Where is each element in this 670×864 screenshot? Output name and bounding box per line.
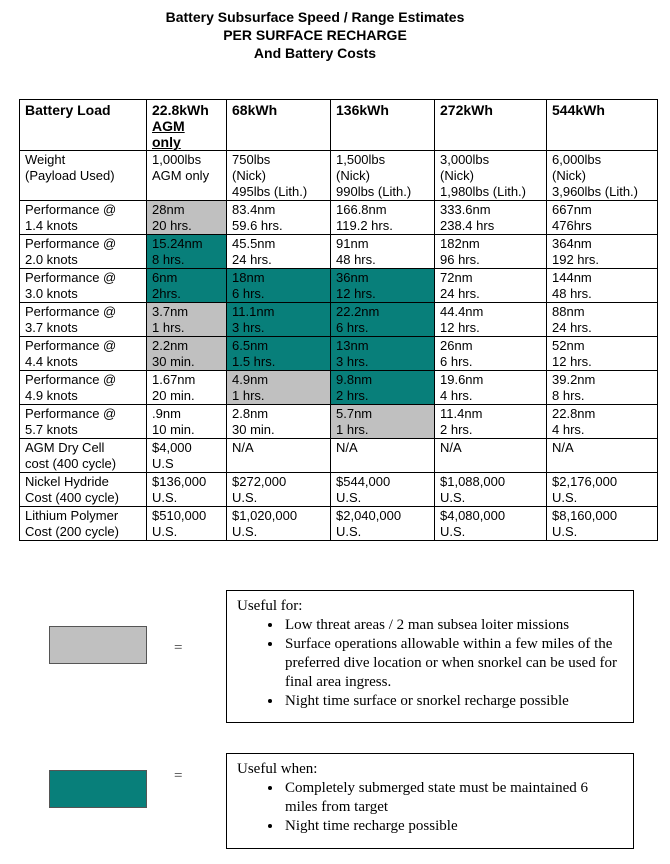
cell-line: (Nick) — [232, 168, 266, 183]
cell-line: U.S. — [440, 524, 466, 539]
row-label-line: Performance @ — [25, 372, 117, 387]
cell-line: 15.24nm — [152, 236, 203, 251]
cell-line: 59.6 hrs. — [232, 218, 283, 233]
table-cell — [147, 371, 227, 405]
list-item: • Surface operations allowable within a few miles of the preferred dive location or when snorkel can be used for final area ingress. — [283, 635, 621, 692]
cell-line: 88nm — [552, 304, 585, 319]
cell-line: (Nick) — [336, 168, 370, 183]
cell-line: N/A — [552, 440, 574, 455]
cell-line: 45.5nm — [232, 236, 276, 251]
table-cell — [435, 337, 547, 371]
row-label-line: 3.7 knots — [25, 320, 78, 335]
cell-line: 9.8nm — [336, 372, 373, 387]
cell-line: U.S. — [336, 524, 362, 539]
row-label-line: 3.0 knots — [25, 286, 78, 301]
cell-line: 1,500lbs — [336, 152, 386, 167]
table-row — [20, 303, 658, 337]
row-label-line: Nickel Hydride — [25, 474, 109, 489]
cell-line: 1,000lbs — [152, 152, 202, 167]
cell-line: 238.4 hrs — [440, 218, 495, 233]
header-136kwh: 136kWh — [331, 100, 435, 151]
battery-estimates-table — [19, 99, 658, 541]
list-item: • Completely submerged state must be maintained 6 miles from target — [283, 779, 621, 817]
legend-teal-bullets — [237, 779, 621, 836]
cell-line: 13nm — [336, 338, 369, 353]
row-label-line: Performance @ — [25, 202, 117, 217]
table-cell — [147, 235, 227, 269]
table-cell — [547, 303, 658, 337]
cell-line: $4,000 — [152, 440, 192, 455]
cell-line: 6 hrs. — [440, 354, 473, 369]
cell-line: 166.8nm — [336, 202, 387, 217]
row-label — [20, 439, 147, 473]
cell-line: 4 hrs. — [440, 388, 473, 403]
cell-line: (Nick) — [440, 168, 474, 183]
table-row — [20, 151, 658, 201]
table-cell — [547, 371, 658, 405]
cell-line: 10 min. — [152, 422, 195, 437]
cell-line: 333.6nm — [440, 202, 491, 217]
cell-line: 12 hrs. — [336, 286, 376, 301]
list-item: • Night time surface or snorkel recharge possible — [283, 692, 621, 711]
cell-line: U.S. — [232, 490, 258, 505]
table-row — [20, 473, 658, 507]
table-cell — [147, 303, 227, 337]
table-cell — [227, 303, 331, 337]
cell-line: U.S. — [152, 490, 178, 505]
legend-gray-equals: = — [174, 640, 183, 656]
table-cell — [547, 337, 658, 371]
cell-line: AGM only — [152, 168, 210, 183]
legend-gray-bullets — [237, 616, 621, 711]
cell-line: 1.5 hrs. — [232, 354, 276, 369]
cell-line: 1,980lbs (Lith.) — [440, 184, 526, 199]
row-label-line: 1.4 knots — [25, 218, 78, 233]
cell-line: 48 hrs. — [336, 252, 376, 267]
table-row — [20, 235, 658, 269]
cell-line: 11.4nm — [440, 406, 483, 421]
table-cell — [227, 235, 331, 269]
row-label — [20, 269, 147, 303]
cell-line: (Nick) — [552, 168, 586, 183]
cell-line: 24 hrs. — [232, 252, 272, 267]
table-cell — [147, 337, 227, 371]
table-row — [20, 507, 658, 541]
row-label-line: cost (400 cycle) — [25, 456, 117, 471]
cell-line: 12 hrs. — [440, 320, 480, 335]
legend-teal-swatch — [49, 770, 147, 808]
cell-line: 6.5nm — [232, 338, 269, 353]
table-cell — [147, 269, 227, 303]
cell-line: 6 hrs. — [232, 286, 265, 301]
row-label-line: 2.0 knots — [25, 252, 78, 267]
legend-teal-heading: Useful when: — [237, 761, 318, 777]
cell-line: 19.6nm — [440, 372, 484, 387]
row-label — [20, 235, 147, 269]
table-cell — [147, 405, 227, 439]
cell-line: 1 hrs. — [336, 422, 369, 437]
legend-teal-description — [226, 753, 634, 849]
cell-line: 476hrs — [552, 218, 592, 233]
cell-line: $2,040,000 — [336, 508, 402, 523]
cell-line: 18nm — [232, 270, 265, 285]
table-cell — [435, 201, 547, 235]
table-cell — [331, 473, 435, 507]
row-label-line: Performance @ — [25, 236, 117, 251]
table-cell — [227, 473, 331, 507]
row-label — [20, 151, 147, 201]
table-cell — [547, 201, 658, 235]
row-label — [20, 371, 147, 405]
cell-line: U.S. — [336, 490, 362, 505]
row-label — [20, 201, 147, 235]
table-cell — [435, 235, 547, 269]
row-label — [20, 405, 147, 439]
row-label-line: AGM Dry Cell — [25, 440, 105, 455]
table-cell — [331, 439, 435, 473]
table-cell — [547, 269, 658, 303]
table-cell — [547, 235, 658, 269]
row-label — [20, 303, 147, 337]
cell-line: U.S. — [440, 490, 466, 505]
row-label-line: Performance @ — [25, 304, 117, 319]
table-cell — [331, 151, 435, 201]
table-cell — [147, 507, 227, 541]
header-22-8kwh — [147, 100, 227, 151]
table-cell — [435, 151, 547, 201]
table-cell — [147, 201, 227, 235]
cell-line: 6nm — [152, 270, 178, 285]
table-cell — [331, 405, 435, 439]
cell-line: 3.7nm — [152, 304, 189, 319]
row-label-line: 4.4 knots — [25, 354, 78, 369]
cell-line: 3,960lbs (Lith.) — [552, 184, 638, 199]
table-cell — [227, 507, 331, 541]
cell-line: 24 hrs. — [440, 286, 480, 301]
cell-line: $1,088,000 — [440, 474, 506, 489]
cell-line: .9nm — [152, 406, 181, 421]
cell-line: $136,000 — [152, 474, 207, 489]
table-cell — [547, 151, 658, 201]
cell-line: 182nm — [440, 236, 480, 251]
cell-line: 26nm — [440, 338, 473, 353]
header-22-8kwh-line3: only — [152, 134, 181, 150]
cell-line: 28nm — [152, 202, 185, 217]
table-cell — [227, 201, 331, 235]
row-label-line: Performance @ — [25, 270, 117, 285]
cell-line: 36nm — [336, 270, 369, 285]
table-cell — [331, 507, 435, 541]
cell-line: 44.4nm — [440, 304, 484, 319]
cell-line: 1 hrs. — [232, 388, 265, 403]
cell-line: 12 hrs. — [552, 354, 592, 369]
table-cell — [227, 151, 331, 201]
cell-line: 3 hrs. — [232, 320, 265, 335]
cell-line: $510,000 — [152, 508, 207, 523]
cell-line: 750lbs — [232, 152, 271, 167]
table-cell — [435, 507, 547, 541]
cell-line: 3,000lbs — [440, 152, 490, 167]
legend-gray-swatch — [49, 626, 147, 664]
cell-line: $1,020,000 — [232, 508, 298, 523]
cell-line: $544,000 — [336, 474, 391, 489]
legend-gray-heading: Useful for: — [237, 598, 303, 614]
cell-line: U.S. — [552, 490, 578, 505]
table-row — [20, 337, 658, 371]
header-68kwh: 68kWh — [227, 100, 331, 151]
row-label-line: Cost (200 cycle) — [25, 524, 119, 539]
table-cell — [331, 303, 435, 337]
table-cell — [331, 269, 435, 303]
table-cell — [331, 235, 435, 269]
list-item: • Low threat areas / 2 man subsea loiter missions — [283, 616, 621, 635]
table-cell — [331, 371, 435, 405]
cell-line: 22.8nm — [552, 406, 596, 421]
cell-line: 48 hrs. — [552, 286, 592, 301]
cell-line: 8 hrs. — [552, 388, 585, 403]
cell-line: 20 hrs. — [152, 218, 192, 233]
table-cell — [435, 473, 547, 507]
cell-line: 72nm — [440, 270, 473, 285]
cell-line: 91nm — [336, 236, 369, 251]
cell-line: U.S. — [232, 524, 258, 539]
cell-line: 8 hrs. — [152, 252, 185, 267]
cell-line: 990lbs (Lith.) — [336, 184, 412, 199]
row-label — [20, 507, 147, 541]
row-label-line: Performance @ — [25, 338, 117, 353]
cell-line: U.S. — [152, 524, 178, 539]
cell-line: 2hrs. — [152, 286, 181, 301]
row-label-line: (Payload Used) — [25, 168, 115, 183]
cell-line: 5.7nm — [336, 406, 373, 421]
header-544kwh: 544kWh — [547, 100, 658, 151]
cell-line: 4.9nm — [232, 372, 269, 387]
table-cell — [147, 151, 227, 201]
cell-line: 2 hrs. — [336, 388, 369, 403]
table-cell — [435, 371, 547, 405]
table-cell — [227, 439, 331, 473]
table-cell — [147, 473, 227, 507]
cell-line: 3 hrs. — [336, 354, 369, 369]
table-cell — [331, 337, 435, 371]
table-cell — [435, 439, 547, 473]
table-cell — [147, 439, 227, 473]
cell-line: 83.4nm — [232, 202, 276, 217]
table-cell — [547, 473, 658, 507]
cell-line: 4 hrs. — [552, 422, 585, 437]
cell-line: 24 hrs. — [552, 320, 592, 335]
title-line-2: PER SURFACE RECHARGE — [223, 27, 407, 43]
cell-line: $272,000 — [232, 474, 287, 489]
list-item: • Night time recharge possible — [283, 817, 621, 836]
cell-line: N/A — [440, 440, 462, 455]
cell-line: 2 hrs. — [440, 422, 473, 437]
cell-line: 30 min. — [152, 354, 195, 369]
cell-line: 2.2nm — [152, 338, 189, 353]
cell-line: 667nm — [552, 202, 592, 217]
table-cell — [547, 507, 658, 541]
cell-line: 39.2nm — [552, 372, 596, 387]
header-battery-load: Battery Load — [20, 100, 147, 151]
cell-line: $8,160,000 — [552, 508, 618, 523]
table-body — [20, 151, 658, 541]
table-row — [20, 439, 658, 473]
table-cell — [227, 405, 331, 439]
cell-line: N/A — [336, 440, 358, 455]
row-label-line: 4.9 knots — [25, 388, 78, 403]
row-label-line: Cost (400 cycle) — [25, 490, 119, 505]
table-cell — [435, 303, 547, 337]
cell-line: 30 min. — [232, 422, 275, 437]
cell-line: 52nm — [552, 338, 585, 353]
row-label-line: Weight — [25, 152, 66, 167]
table-header-row — [20, 100, 658, 151]
table-row — [20, 371, 658, 405]
legend-gray-description — [226, 590, 634, 723]
row-label-line: Performance @ — [25, 406, 117, 421]
cell-line: 6,000lbs — [552, 152, 602, 167]
header-22-8kwh-line2: AGM — [152, 118, 185, 134]
cell-line: 1 hrs. — [152, 320, 185, 335]
table-row — [20, 201, 658, 235]
cell-line: $4,080,000 — [440, 508, 506, 523]
legend-teal-equals: = — [174, 768, 183, 784]
cell-line: 20 min. — [152, 388, 195, 403]
table-cell — [435, 269, 547, 303]
cell-line: N/A — [232, 440, 254, 455]
cell-line: 144nm — [552, 270, 592, 285]
table-cell — [331, 201, 435, 235]
cell-line: 119.2 hrs. — [336, 218, 393, 233]
table-cell — [227, 337, 331, 371]
cell-line: U.S — [152, 456, 174, 471]
table-cell — [227, 269, 331, 303]
document-title — [0, 8, 630, 62]
cell-line: 11.1nm — [232, 304, 275, 319]
cell-line: 22.2nm — [336, 304, 380, 319]
cell-line: 1.67nm — [152, 372, 196, 387]
title-line-3: And Battery Costs — [253, 45, 377, 61]
cell-line: 2.8nm — [232, 406, 269, 421]
title-line-1: Battery Subsurface Speed / Range Estimates — [165, 9, 465, 25]
table-cell — [547, 439, 658, 473]
header-22-8kwh-line1: 22.8kWh — [152, 102, 209, 118]
cell-line: U.S. — [552, 524, 578, 539]
table-cell — [435, 405, 547, 439]
cell-line: 364nm — [552, 236, 592, 251]
table-row — [20, 269, 658, 303]
table-cell — [227, 371, 331, 405]
table-row — [20, 405, 658, 439]
row-label — [20, 337, 147, 371]
row-label — [20, 473, 147, 507]
cell-line: 6 hrs. — [336, 320, 369, 335]
row-label-line: Lithium Polymer — [25, 508, 119, 523]
table-cell — [547, 405, 658, 439]
cell-line: 192 hrs. — [552, 252, 599, 267]
cell-line: $2,176,000 — [552, 474, 618, 489]
cell-line: 495lbs (Lith.) — [232, 184, 308, 199]
row-label-line: 5.7 knots — [25, 422, 78, 437]
header-272kwh: 272kWh — [435, 100, 547, 151]
cell-line: 96 hrs. — [440, 252, 480, 267]
